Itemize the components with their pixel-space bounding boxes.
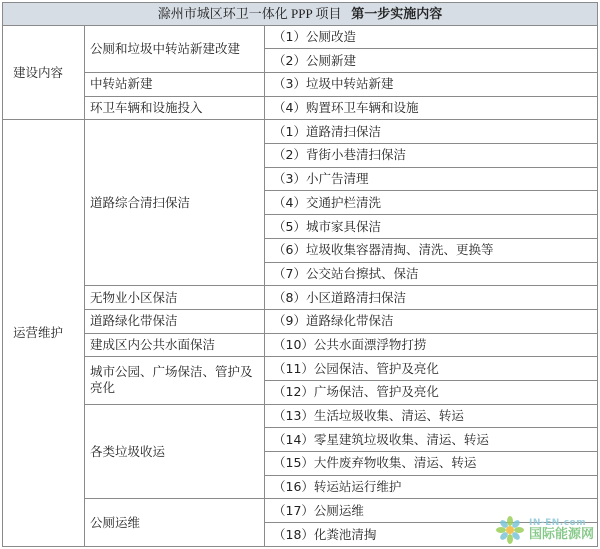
table-title (3, 3, 598, 26)
table-body (3, 3, 598, 547)
table-row (3, 404, 598, 428)
category-cell: 建设内容 (3, 25, 85, 120)
title-prefix: 滁州市城区环卫一体化 PPP 项目 (157, 5, 342, 21)
subcategory-cell: 建成区内公共水面保洁 (85, 333, 265, 357)
subcategory-cell: 各类垃圾收运 (85, 404, 265, 499)
table-row (3, 96, 598, 120)
subcategory-cell: 无物业小区保洁 (85, 286, 265, 310)
subcategory-cell: 城市公园、广场保洁、管护及亮化 (85, 357, 265, 404)
subcategory-cell: 道路综合清扫保洁 (85, 120, 265, 286)
item-cell: （3）小广告清理 (265, 167, 598, 191)
subcategory-cell: 环卫车辆和设施投入 (85, 96, 265, 120)
item-cell: （10）公共水面漂浮物打捞 (265, 333, 598, 357)
item-cell: （15）大件废弃物收集、清运、转运 (265, 452, 598, 476)
subcategory-cell: 公厕和垃圾中转站新建改建 (85, 25, 265, 72)
item-cell: （4）交通护栏清洗 (265, 191, 598, 215)
item-cell: （5）城市家具保洁 (265, 215, 598, 239)
watermark-site: IN-EN.com (528, 518, 587, 528)
item-cell: （2）公厕新建 (265, 49, 598, 73)
implementation-table (2, 2, 598, 547)
item-cell: （14）零星建筑垃圾收集、清运、转运 (265, 428, 598, 452)
subcategory-cell: 道路绿化带保洁 (85, 309, 265, 333)
table-row (3, 25, 598, 49)
title-row (3, 3, 598, 26)
item-cell: （11）公园保洁、管护及亮化 (265, 357, 598, 381)
item-cell: （8）小区道路清扫保洁 (265, 286, 598, 310)
watermark-brand: 国际能源网 (528, 527, 594, 542)
item-cell: （2）背街小巷清扫保洁 (265, 144, 598, 168)
table-row (3, 333, 598, 357)
item-cell: （1）公厕改造 (265, 25, 598, 49)
item-cell: （18）化粪池清掏 (265, 523, 598, 547)
item-cell: （13）生活垃圾收集、清运、转运 (265, 404, 598, 428)
item-cell: （12）广场保洁、管护及亮化 (265, 380, 598, 404)
subcategory-cell: 中转站新建 (85, 73, 265, 97)
item-cell: （7）公交站台擦拭、保洁 (265, 262, 598, 286)
table-row (3, 357, 598, 381)
table-row (3, 120, 598, 144)
table-row (3, 499, 598, 523)
table-row (3, 309, 598, 333)
item-cell: （16）转运站运行维护 (265, 475, 598, 499)
table-row (3, 286, 598, 310)
item-cell: （3）垃圾中转站新建 (265, 73, 598, 97)
item-cell: （17）公厕运维 (265, 499, 598, 523)
table-row (3, 73, 598, 97)
item-cell: （9）道路绿化带保洁 (265, 309, 598, 333)
subcategory-cell: 公厕运维 (85, 499, 265, 547)
item-cell: （4）购置环卫车辆和设施 (265, 96, 598, 120)
item-cell: （1）道路清扫保洁 (265, 120, 598, 144)
title-main: 第一步实施内容 (351, 5, 443, 21)
item-cell: （6）垃圾收集容器清掏、清洗、更换等 (265, 238, 598, 262)
category-cell: 运营维护 (3, 120, 85, 547)
